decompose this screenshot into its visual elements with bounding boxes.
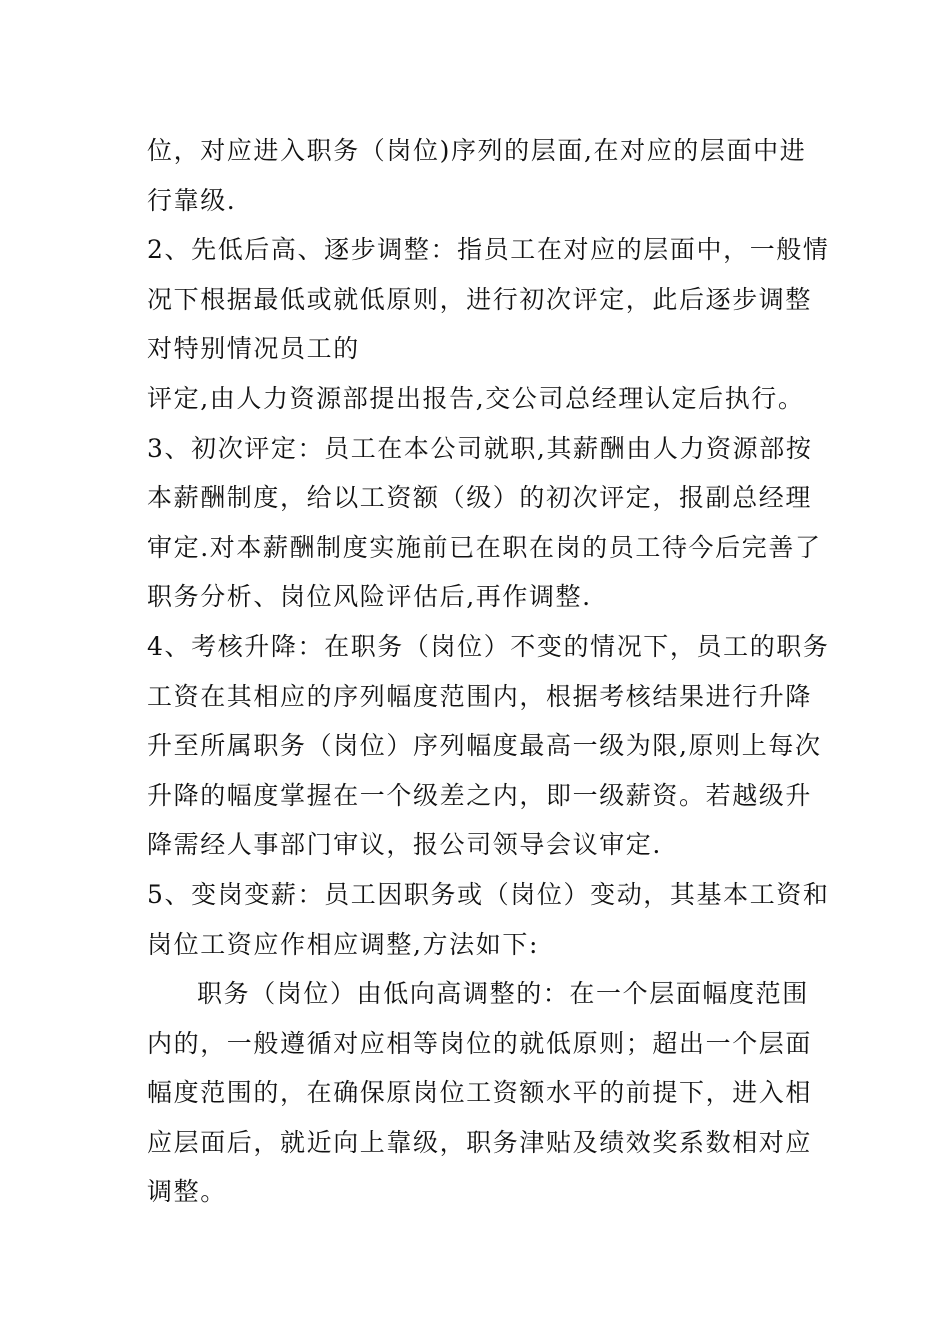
text-line-17: 岗位工资应作相应调整,方法如下: — [147, 929, 539, 959]
text-line-4: 况下根据最低或就低原则，进行初次评定，此后逐步调整 — [147, 284, 813, 314]
text-line-20: 幅度范围的，在确保原岗位工资额水平的前提下，进入相 — [147, 1078, 813, 1108]
text-line-1: 位，对应进入职务（岗位)序列的层面,在对应的层面中进 — [147, 136, 807, 165]
text-line-9: 审定.对本薪酬制度实施前已在职在岗的员工待今后完善了 — [147, 532, 822, 562]
text-line-14: 升降的幅度掌握在一个级差之内，即一级薪资。若越级升 — [147, 780, 813, 810]
text-line-3: 2、先低后高、逐步调整：指员工在对应的层面中，一般情 — [147, 235, 830, 265]
text-line-2: 行靠级. — [147, 185, 237, 215]
text-line-11: 4、考核升降：在职务（岗位）不变的情况下，员工的职务 — [147, 631, 830, 661]
text-line-18: 职务（岗位）由低向高调整的：在一个层面幅度范围 — [197, 979, 809, 1009]
text-line-5: 对特别情况员工的 — [147, 334, 360, 364]
text-line-21: 应层面后，就近向上靠级，职务津贴及绩效奖系数相对应 — [147, 1127, 813, 1157]
text-line-15: 降需经人事部门审议，报公司领导会议审定. — [147, 830, 662, 860]
text-line-16: 5、变岗变薪：员工因职务或（岗位）变动，其基本工资和 — [147, 879, 830, 909]
text-line-10: 职务分析、岗位风险评估后,再作调整. — [147, 582, 592, 612]
text-line-7: 3、初次评定：员工在本公司就职,其薪酬由人力资源部按 — [147, 433, 813, 463]
text-line-13: 升至所属职务（岗位）序列幅度最高一级为限,原则上每次 — [147, 731, 822, 761]
text-line-22: 调整。 — [147, 1177, 227, 1207]
text-line-12: 工资在其相应的序列幅度范围内，根据考核结果进行升降 — [147, 681, 813, 711]
text-line-6: 评定,由人力资源部提出报告,交公司总经理认定后执行。 — [147, 383, 805, 413]
text-line-19: 内的，一般遵循对应相等岗位的就低原则；超出一个层面 — [147, 1028, 813, 1058]
text-line-8: 本薪酬制度，给以工资额（级）的初次评定，报副总经理 — [147, 483, 813, 513]
document-body — [147, 126, 830, 1217]
